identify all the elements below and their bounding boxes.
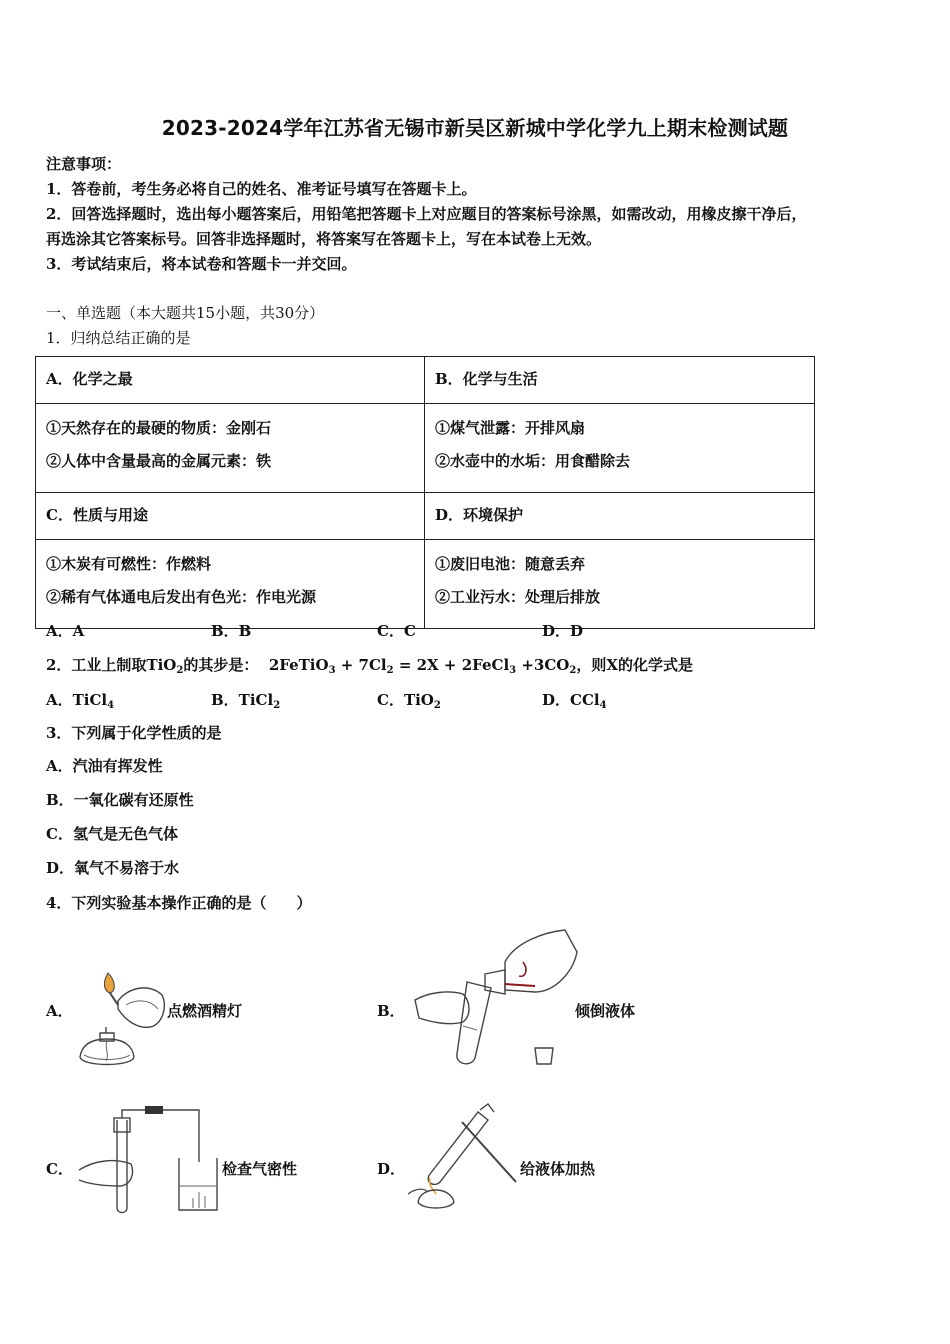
q3-option-b: B．一氧化碳有还原性	[46, 791, 194, 809]
q2-option-b: B．TiCl$_2$	[211, 691, 281, 711]
q2-option-c: C．TiO$_2$	[377, 691, 441, 711]
q4-option-a-letter: A．	[46, 1002, 73, 1020]
q2-equation: 2FeTiO$_3$ + $7Cl_2 = 2X$ + 2FeCl$_3$ $+3CO_2$	[268, 656, 577, 676]
q1-cell-c-body	[36, 540, 425, 629]
q1-d-line1: ①废旧电池：随意丢弃	[435, 555, 586, 573]
notes-item-1: 1．答卷前，考生务必将自己的姓名、准考证号填写在答题卡上。	[46, 180, 477, 198]
airtightness-check-illustration	[75, 1100, 225, 1215]
notes-item-2a: 2．回答选择题时，选出每小题答案后，用铅笔把答题卡上对应题目的答案标号涂黑，如需改动，用橡皮擦干净后，	[46, 205, 807, 223]
page-title: 2023-2024学年江苏省无锡市新吴区新城中学化学九上期末检测试题	[161, 116, 789, 140]
q1-cell-b-head: B．化学与生活	[425, 357, 815, 404]
q4-option-d-letter: D．	[377, 1160, 406, 1178]
q4-option-a-caption: 点燃酒精灯	[167, 1002, 243, 1020]
q1-cell-a-head: A．化学之最	[36, 357, 425, 404]
q1-cell-c-head: C．性质与用途	[36, 493, 425, 540]
section-heading: 一、单选题（本大题共15小题，共30分）	[46, 304, 325, 322]
alcohol-lamp-lighting-illustration	[70, 965, 170, 1075]
q1-option-d: D．D	[542, 622, 584, 640]
pouring-liquid-illustration	[405, 922, 585, 1072]
q2-stem: 2．工业上制取TiO$_2$的其步是： 2FeTiO$_3$ + $7Cl_2 = 2X$ + 2FeCl$_3$ $+3CO_2$，则X的化学式是	[46, 656, 693, 676]
q1-d-line2: ②工业污水：处理后排放	[435, 588, 601, 606]
q1-a-line1: ①天然存在的最硬的物质：金刚石	[46, 419, 272, 437]
q2-option-d: D．CCl$_4$	[542, 691, 607, 711]
q1-b-line1: ①煤气泄露：开排风扇	[435, 419, 586, 437]
q3-option-a: A．汽油有挥发性	[46, 757, 163, 775]
q3-option-d: D．氧气不易溶于水	[46, 859, 180, 877]
q1-c-line2: ②稀有气体通电后发出有色光：作电光源	[46, 588, 317, 606]
q3-option-c: C．氢气是无色气体	[46, 825, 178, 843]
notes-item-2b: 再选涂其它答案标号。回答非选择题时，将答案写在答题卡上，写在本试卷上无效。	[46, 230, 602, 248]
q1-a-line2: ②人体中含量最高的金属元素：铁	[46, 452, 272, 470]
q1-option-c: C．C	[377, 622, 416, 640]
q1-table	[35, 356, 815, 629]
q1-cell-b-body	[425, 404, 815, 493]
q1-option-b: B．B	[211, 622, 252, 640]
q2-option-a: A．TiCl$_4$	[46, 691, 115, 711]
q1-c-line1: ①木炭有可燃性：作燃料	[46, 555, 212, 573]
q1-b-line2: ②水壶中的水垢：用食醋除去	[435, 452, 631, 470]
q3-stem: 3．下列属于化学性质的是	[46, 724, 222, 742]
q1-cell-d-body	[425, 540, 815, 629]
q4-stem: 4．下列实验基本操作正确的是（ ）	[46, 894, 312, 912]
q1-stem: 1．归纳总结正确的是	[46, 329, 191, 347]
q4-option-c-letter: C．	[46, 1160, 73, 1178]
q4-option-b-letter: B．	[377, 1002, 405, 1020]
q4-option-c-caption: 检查气密性	[222, 1160, 298, 1178]
heating-liquid-illustration	[400, 1102, 525, 1217]
q1-option-a: A．A	[46, 622, 85, 640]
q1-cell-a-body	[36, 404, 425, 493]
notes-heading: 注意事项：	[46, 155, 122, 173]
q4-option-b-caption: 倾倒液体	[575, 1002, 636, 1020]
q4-option-d-caption: 给液体加热	[520, 1160, 596, 1178]
notes-item-3: 3．考试结束后，将本试卷和答题卡一并交回。	[46, 255, 357, 273]
q1-cell-d-head: D．环境保护	[425, 493, 815, 540]
